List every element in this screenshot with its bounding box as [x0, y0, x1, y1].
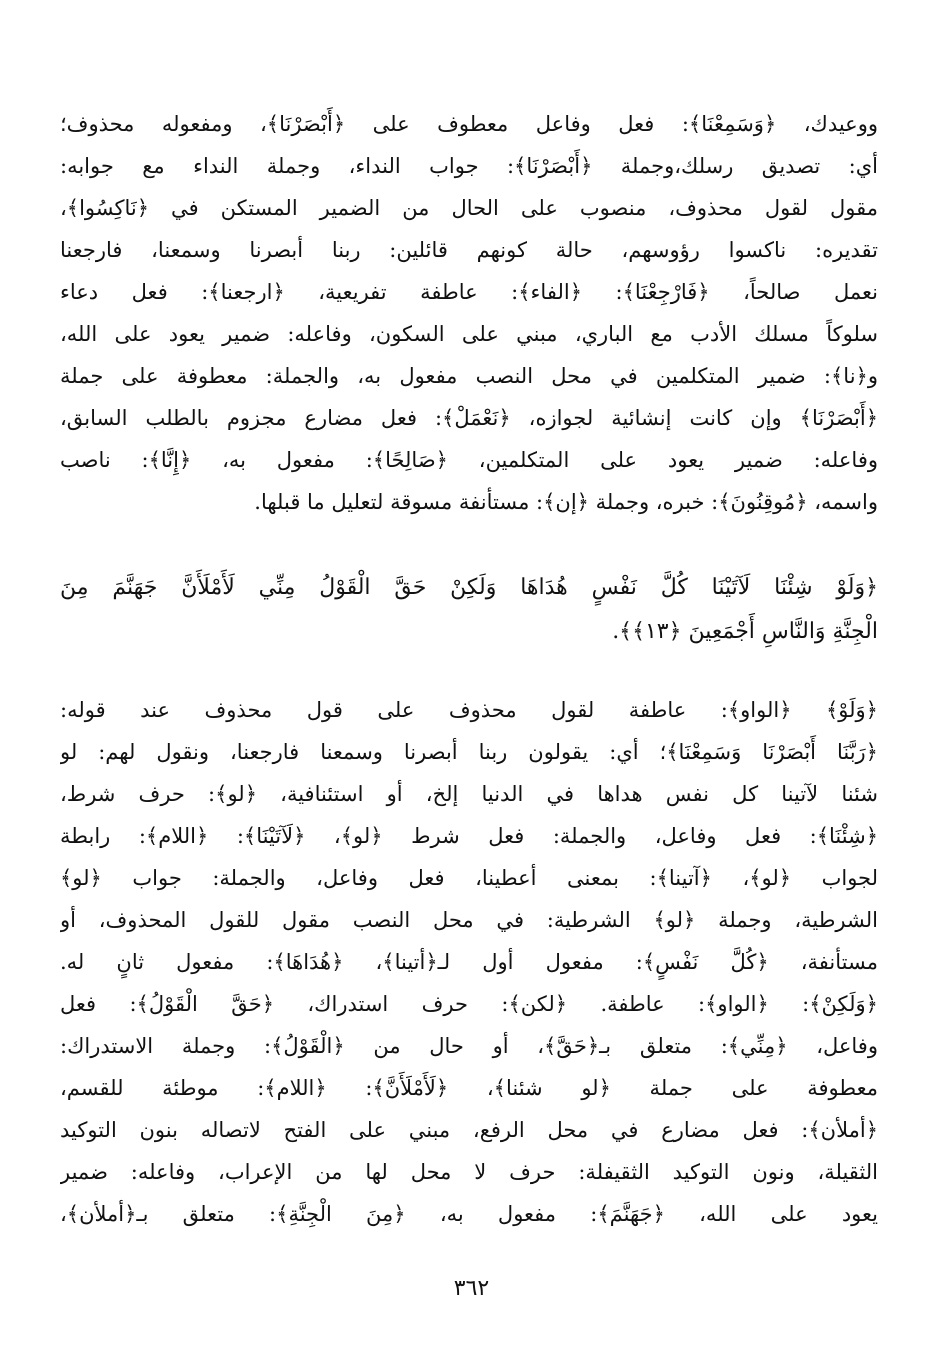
text-line: و﴿نا﴾: ضمير المتكلمين في محل النصب مفعول به، والجملة: معطوفة على جملة — [60, 364, 878, 388]
text-line: معطوفة على جملة ﴿لو شئنا﴾، ﴿لَأَمْلَأَنَّ﴾: ﴿اللام﴾: موطئة للقسم، — [60, 1076, 878, 1100]
text-line: ﴿رَبَّنَا أَبْصَرْنَا وَسَمِعْنَا﴾؛ أي: يقولون ربنا أبصرنا وسمعنا فارجعنا، ونقول لهم: لو — [60, 740, 878, 764]
text-line: نعمل صالحاً، ﴿فَارْجِعْنَا﴾: ﴿الفاء﴾: عاطفة تفريعية، ﴿ارجعنا﴾: فعل دعاء — [60, 280, 878, 304]
text-line: ﴿وَلَكِنْ﴾: ﴿الواو﴾: عاطفة. ﴿لكن﴾: حرف استدراك، ﴿حَقَّ الْقَوْلُ﴾: فعل — [60, 992, 878, 1016]
text-line: ﴿شِئْنَا﴾: فعل وفاعل، والجملة: فعل شرط ﴿لو﴾، ﴿لَآتَيْنَا﴾: ﴿اللام﴾: رابطة — [60, 824, 878, 848]
text-line: مستأنفة، ﴿كُلَّ نَفْسٍ﴾: مفعول أول لـ﴿أتينا﴾، ﴿هُدَاهَا﴾: مفعول ثانٍ له. — [60, 950, 878, 974]
verse-line: الْجِنَّةِ وَالنَّاسِ أَجْمَعِينَ ﴿١٣﴾﴾. — [612, 619, 878, 644]
commentary-paragraph-1 — [60, 103, 878, 523]
text-line: أي: تصديق رسلك،وجملة ﴿أَبْصَرْنَا﴾: جواب النداء، وجملة النداء مع جوابه: — [60, 154, 878, 178]
verse-line: ﴿وَلَوْ شِئْنَا لَآتَيْنَا كُلَّ نَفْسٍ هُدَاهَا وَلَكِنْ حَقَّ الْقَوْلُ مِنِّي لَأَمْلَأَنَّ جَهَنَّمَ مِنَ — [60, 575, 878, 600]
text-line: ﴿أملأن﴾: فعل مضارع في محل الرفع، مبني على الفتح لاتصاله بنون التوكيد — [60, 1118, 878, 1142]
text-line: يعود على الله، ﴿جَهَنَّمَ﴾: مفعول به، ﴿مِنَ الْجِنَّةِ﴾: متعلق بـ﴿أملأن﴾، — [60, 1202, 878, 1226]
text-line: وفاعله: ضمير يعود على المتكلمين، ﴿صَالِحًا﴾: مفعول به، ﴿إِنَّا﴾: ناصب — [60, 448, 878, 472]
text-line: سلوكاً مسلك الأدب مع الباري، مبني على السكون، وفاعله: ضمير يعود على الله، — [60, 322, 878, 346]
text-line: ووعيدك، ﴿وَسَمِعْنَا﴾: فعل وفاعل معطوف على ﴿أَبْصَرْنَا﴾، ومفعوله محذوف؛ — [60, 112, 878, 136]
text-line: الثقيلة، ونون التوكيد الثقيفلة: حرف لا محل لها من الإعراب، وفاعله: ضمير — [60, 1160, 878, 1184]
text-line: تقديره: ناكسوا رؤوسهم، حالة كونهم قائلين: ربنا أبصرنا وسمعنا، فارجعنا — [60, 238, 878, 262]
quran-verse — [60, 566, 878, 654]
text-line: الشرطية، وجملة ﴿لو﴾ الشرطية: في محل النصب مقول للقول المحذوف، أو — [60, 908, 878, 932]
text-line: ﴿وَلَوْ﴾ ﴿الواو﴾: عاطفة لقول محذوف على قول محذوف عند قوله: — [60, 698, 878, 722]
text-line: مقول لقول محذوف، منصوب على الحال من الضمير المستكن في ﴿نَاكِسُوا﴾، — [60, 196, 878, 220]
text-line: واسمه، ﴿مُوقِنُونَ﴾: خبره، وجملة ﴿إن﴾: مستأنفة مسوقة لتعليل ما قبلها. — [254, 490, 878, 514]
text-line: ﴿أَبْصَرْنَا﴾ وإن كانت إنشائية لجوازه، ﴿نَعْمَلْ﴾: فعل مضارع مجزوم بالطلب السابق، — [60, 406, 878, 430]
text-line: وفاعل، ﴿مِنِّي﴾: متعلق بـ﴿حَقَّ﴾، أو حال من ﴿الْقَوْلُ﴾: وجملة الاستدراك: — [60, 1034, 878, 1058]
page-number: ٣٦٢ — [453, 1276, 490, 1301]
text-line: لجواب ﴿لو﴾، ﴿آتينا﴾: بمعنى أعطينا، فعل وفاعل، والجملة: جواب ﴿لو﴾ — [60, 866, 878, 890]
text-line: شئنا لآتينا كل نفس هداها في الدنيا إلخ، أو استئنافية، ﴿لو﴾: حرف شرط، — [60, 782, 878, 806]
commentary-paragraph-2 — [60, 689, 878, 1235]
